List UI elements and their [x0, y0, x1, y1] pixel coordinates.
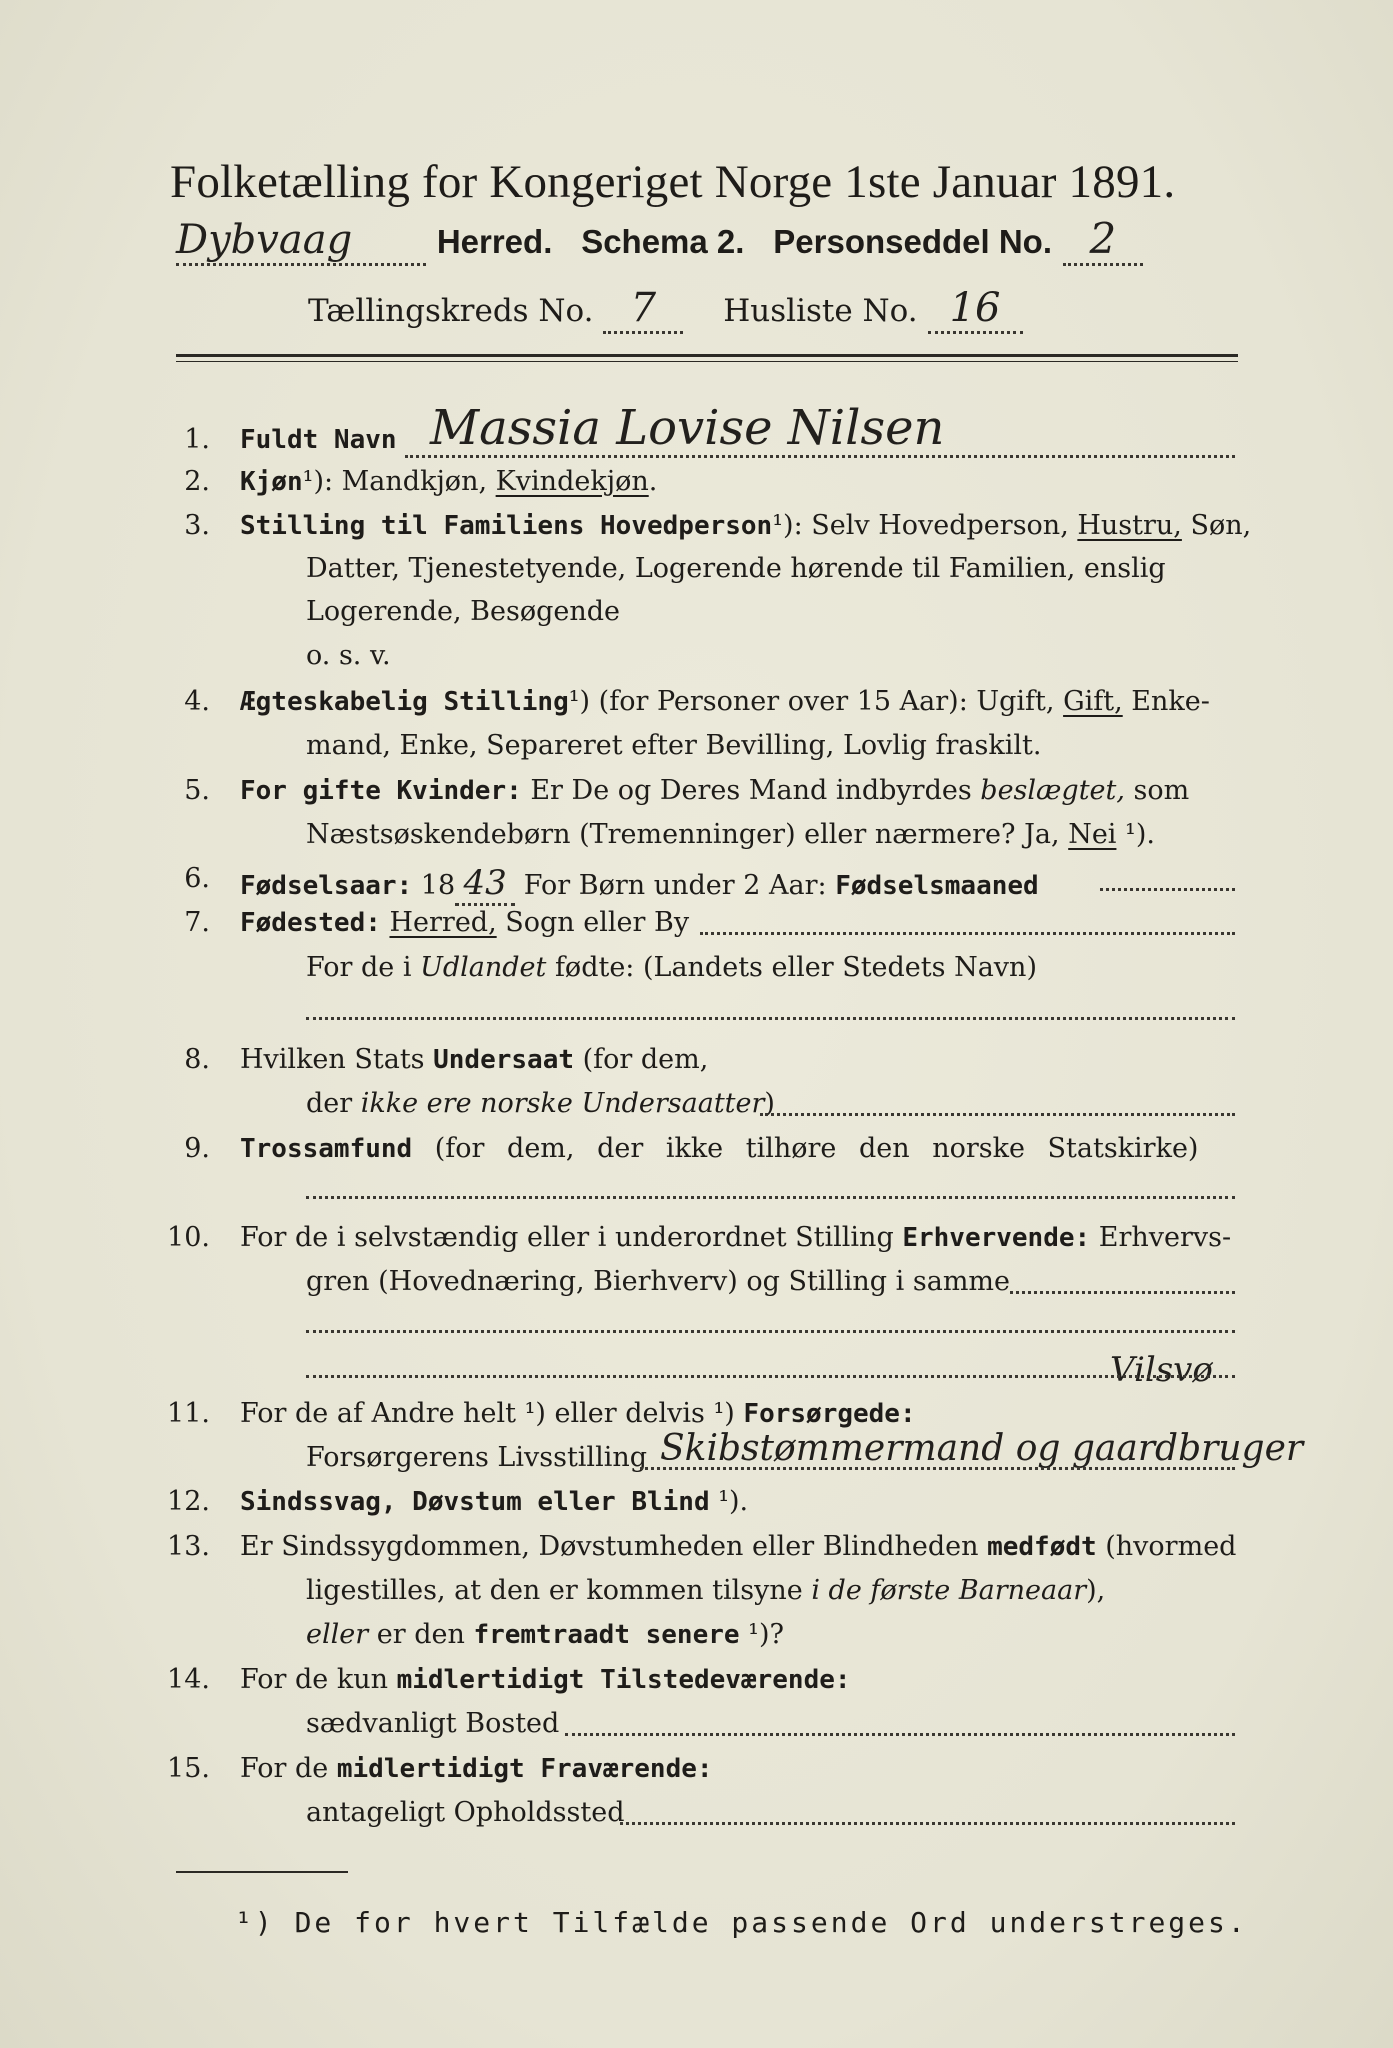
selected-option: Hustru,	[1077, 510, 1182, 541]
item-number: 8.	[184, 1044, 210, 1075]
selected-option: Herred,	[389, 907, 497, 938]
selected-option: Kvindekjøn	[495, 466, 649, 497]
q15-fill-line	[620, 1822, 1235, 1825]
selected-option: Nei	[1068, 819, 1117, 850]
item-number: 3.	[184, 510, 210, 541]
q11-line2: Forsørgerens Livsstilling	[306, 1442, 648, 1473]
q14-line2: sædvanligt Bosted	[306, 1708, 560, 1739]
q1-label: Fuldt Navn	[240, 425, 397, 455]
q10-text: For de i selvstændig eller i underordnet Stilling Erhvervende: Erhvervs-	[240, 1222, 1232, 1253]
item-number: 12.	[167, 1486, 210, 1517]
item-number: 4.	[184, 686, 210, 717]
schema-label: Schema 2.	[581, 223, 745, 260]
q13-text: Er Sindssygdommen, Døvstumheden eller Blindheden medfødt (hvormed	[240, 1531, 1237, 1562]
selected-option: Gift,	[1063, 686, 1123, 717]
q8-line2: der ikke ere norske Undersaatter)	[306, 1088, 775, 1119]
item-number: 1.	[184, 424, 210, 455]
q4-text: Ægteskabelig Stilling¹) (for Personer over 15 Aar): Ugift, Gift, Enke-	[240, 686, 1210, 717]
q9-fill-line	[306, 1196, 1235, 1199]
item-number: 6.	[184, 863, 210, 894]
q5-text: For gifte Kvinder: Er De og Deres Mand indbyrdes beslægtet, som	[240, 775, 1190, 806]
footnote-rule	[176, 1871, 348, 1873]
handwritten-annotation: Vilsvø	[1110, 1350, 1213, 1390]
q9-text: Trossamfund (for dem, der ikke tilhøre den norske Statskirke)	[240, 1133, 1199, 1164]
q3-line2: Datter, Tjenestetyende, Logerende hørende til Familien, enslig	[306, 553, 1166, 584]
birth-year-value: 43	[455, 863, 515, 906]
q15-text: For de midlertidigt Fraværende:	[240, 1753, 713, 1784]
q14-fill-line	[565, 1733, 1235, 1736]
q7-fill-line-2	[306, 1017, 1235, 1020]
q15-line2: antageligt Opholdssted	[306, 1797, 625, 1828]
item-number: 2.	[184, 466, 210, 497]
q7-fill-line	[700, 932, 1235, 935]
q5-line2: Næstsøskendebørn (Tremenninger) eller nærmere? Ja, Nei ¹).	[306, 819, 1155, 850]
herred-line	[176, 214, 1143, 266]
q7-line2: For de i Udlandet fødte: (Landets eller Stedets Navn)	[306, 952, 1037, 983]
taellingskreds-line	[308, 285, 1023, 334]
q3-line3: Logerende, Besøgende	[306, 596, 620, 627]
q10-fill-line-2	[306, 1330, 1235, 1333]
q14-text: For de kun midlertidigt Tilstedeværende:	[240, 1664, 851, 1695]
q2-text: Kjøn¹): Mandkjøn, Kvindekjøn.	[240, 466, 658, 497]
q3-text: Stilling til Familiens Hovedperson¹): Selv Hovedperson, Hustru, Søn,	[240, 510, 1252, 541]
husliste-label: Husliste No.	[723, 293, 918, 329]
q7-text: Fødested: Herred, Sogn eller By	[240, 907, 690, 938]
q13-line3: eller er den fremtraadt senere ¹)?	[306, 1619, 784, 1650]
q10-line2: gren (Hovednæring, Bierhverv) og Stilling i samme	[306, 1266, 1011, 1297]
q10-fill-line-3	[306, 1375, 1235, 1378]
q8-text: Hvilken Stats Undersaat (for dem,	[240, 1044, 709, 1075]
item-number: 10.	[167, 1222, 210, 1253]
full-name-value: Massia Lovise Nilsen	[430, 400, 945, 456]
item-number: 7.	[184, 907, 210, 938]
herred-label: Herred.	[436, 223, 553, 260]
item-number: 13.	[167, 1531, 210, 1562]
taellingskreds-label: Tællingskreds No.	[308, 293, 594, 329]
form-title: Folketælling for Kongeriget Norge 1ste Januar 1891.	[170, 156, 1176, 208]
item-number: 5.	[184, 775, 210, 806]
q3-line4: o. s. v.	[306, 640, 391, 671]
husliste-value: 16	[928, 285, 1023, 334]
q8-fill-line	[760, 1113, 1235, 1116]
item-number: 11.	[167, 1398, 210, 1429]
q6-fill-line	[1100, 888, 1235, 891]
q6-text: Fødselsaar: 18 43 For Børn under 2 Aar: Fødselsmaaned	[240, 863, 1039, 906]
taellingskreds-value: 7	[603, 285, 683, 334]
footnote: ¹) De for hvert Tilfælde passende Ord understreges.	[235, 1906, 1248, 1939]
q11-text: For de af Andre helt ¹) eller delvis ¹) Forsørgede:	[240, 1398, 916, 1429]
herred-value: Dybvaag	[176, 217, 426, 266]
q11-fill-line	[640, 1467, 1235, 1470]
header-rule-thin	[176, 361, 1238, 362]
q12-text: Sindssvag, Døvstum eller Blind ¹).	[240, 1486, 749, 1517]
header-rule	[176, 354, 1238, 357]
item-number: 15.	[167, 1753, 210, 1784]
item-number: 9.	[184, 1133, 210, 1164]
q10-fill-line	[1010, 1291, 1235, 1294]
q4-line2: mand, Enke, Separeret efter Bevilling, Lovlig fraskilt.	[306, 730, 1042, 761]
q13-line2: ligestilles, at den er kommen tilsyne i de første Barneaar),	[306, 1575, 1106, 1606]
item-number: 14.	[167, 1664, 210, 1695]
provider-occupation-value: Skibstømmermand og gaardbruger	[660, 1428, 1304, 1469]
personseddel-label: Personseddel No.	[773, 223, 1053, 260]
q1-fill-line	[405, 455, 1235, 458]
personseddel-value: 2	[1063, 214, 1143, 266]
